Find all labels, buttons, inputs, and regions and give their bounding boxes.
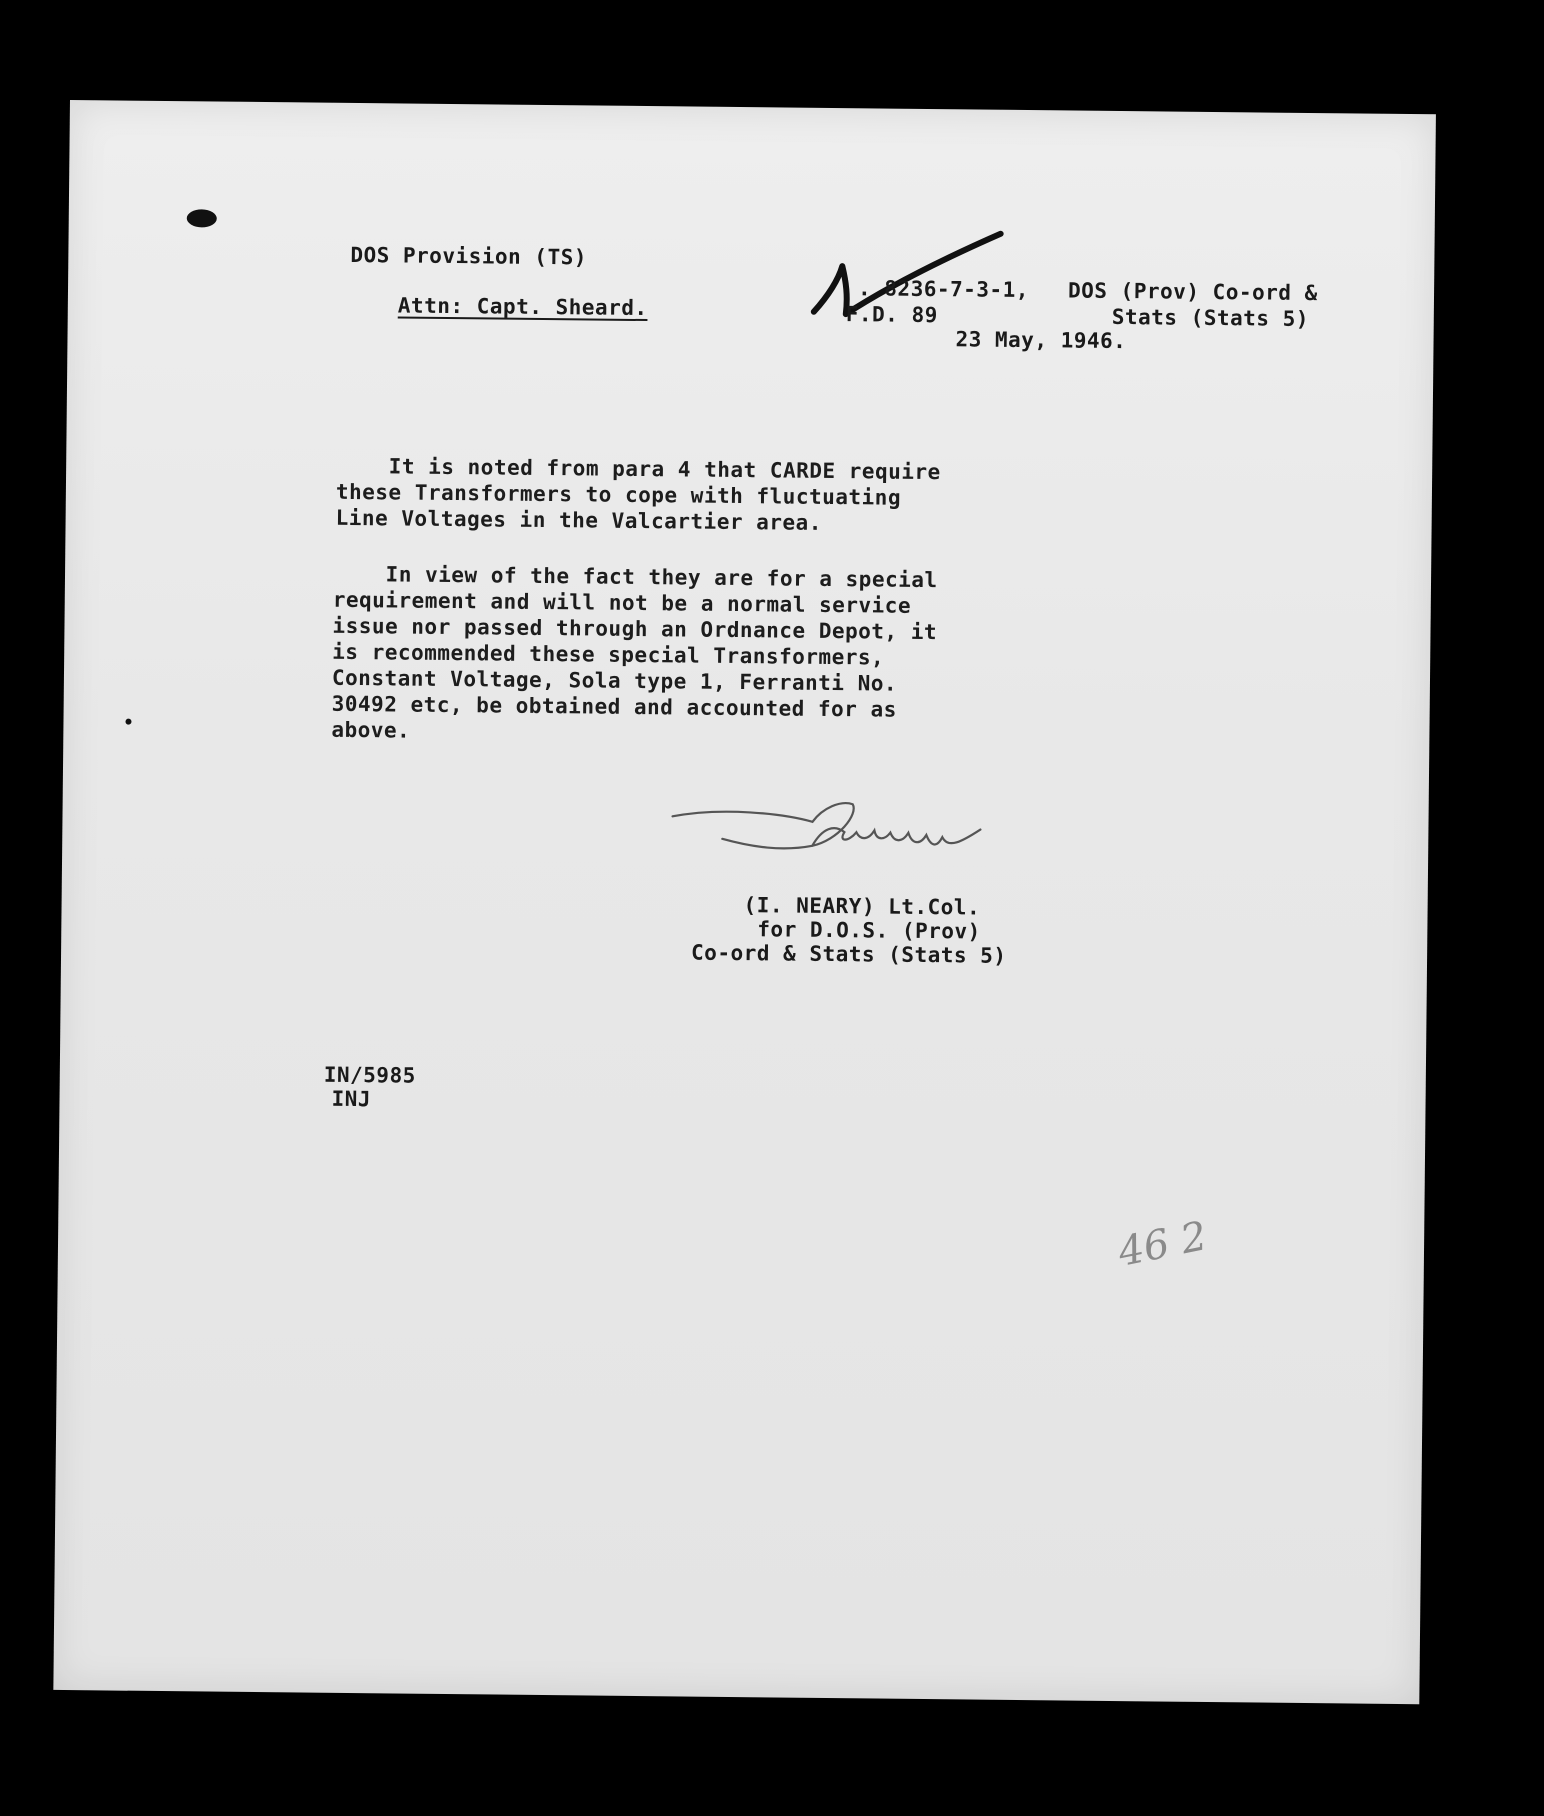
attention-line: Attn: Capt. Sheard.	[397, 293, 648, 321]
paragraph-line: above.	[331, 717, 411, 743]
file-reference-1: . 8236-7-3-1,	[857, 276, 1030, 303]
handwritten-signature	[662, 786, 993, 879]
typist-initials: INJ	[331, 1086, 372, 1112]
typist-reference: IN/5985	[323, 1062, 416, 1088]
paragraph-2	[331, 561, 937, 749]
paragraph-line: is recommended these special Transformers,	[332, 639, 885, 670]
handwritten-page-number: 46 2	[1114, 1213, 1211, 1276]
paragraph-line: these Transformers to cope with fluctuating	[335, 479, 902, 510]
file-reference-dept-2: Stats (Stats 5)	[1111, 304, 1310, 331]
letter-date: 23 May, 1946.	[955, 327, 1127, 354]
paragraph-line: Constant Voltage, Sola type 1, Ferranti No.	[331, 665, 898, 696]
paragraph-line: 30492 etc, be obtained and accounted for as	[331, 691, 897, 722]
signer-department: Co-ord & Stats (Stats 5)	[690, 940, 1007, 968]
paragraph-line: Line Voltages in the Valcartier area.	[335, 505, 823, 535]
ink-blot	[187, 209, 217, 227]
paragraph-line: issue nor passed through an Ordnance Depot, it	[332, 613, 938, 645]
paragraph-1	[336, 453, 941, 537]
paragraph-line: It is noted from para 4 that CARDE require	[336, 453, 941, 485]
ink-dot	[125, 719, 131, 725]
recipient: DOS Provision (TS)	[350, 242, 588, 270]
letter-page	[53, 100, 1436, 1704]
file-reference-2: F.D. 89	[845, 302, 938, 328]
paragraph-line: In view of the fact they are for a special	[332, 561, 938, 593]
signer-authority: for D.O.S. (Prov)	[757, 917, 981, 944]
signer-name: (I. NEARY) Lt.Col.	[743, 893, 981, 920]
paragraph-line: requirement and will not be a normal service	[332, 587, 912, 618]
file-reference-dept-1: DOS (Prov) Co-ord &	[1067, 278, 1318, 306]
